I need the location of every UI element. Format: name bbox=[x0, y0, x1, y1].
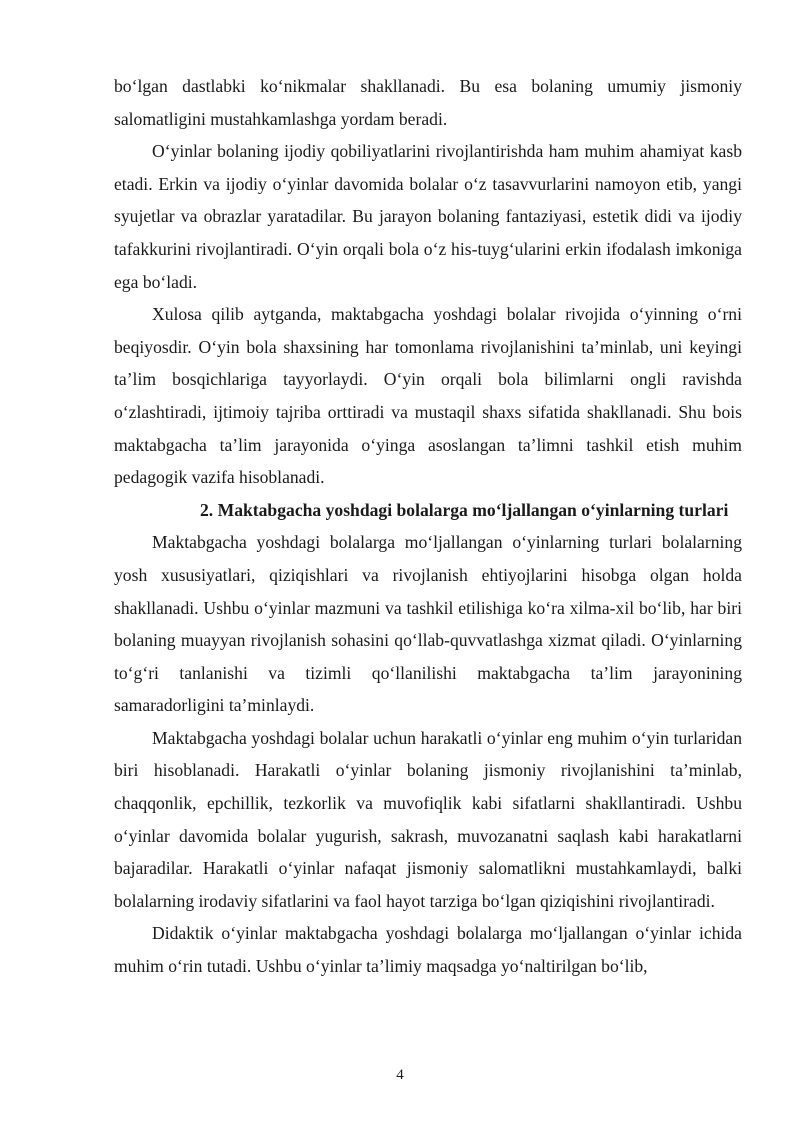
paragraph-conclusion: Xulosa qilib aytganda, maktabgacha yoshdagi bolalar rivojida o‘yinning o‘rni beqiyosdir. O‘yin bola shaxsining har tomonlama rivojlanishini ta’minlab, uni keyingi ta’lim bosqichlariga tayyorlaydi. O‘yin orqali bola bilimlarni ongli ravishda o‘zlashtiradi, ijtimoiy tajriba orttiradi va mustaqil shaxs sifatida shakllanadi. Shu bois maktabgacha ta’lim jarayonida o‘yinga asoslangan ta’limni tashkil etish muhim pedagogik vazifa hisoblanadi. bbox=[114, 304, 742, 488]
paragraph-continuation: bo‘lgan dastlabki ko‘nikmalar shakllanadi. Bu esa bolaning umumiy jismoniy salomatligini mustahkamlashga yordam beradi. bbox=[114, 76, 742, 129]
section-heading: 2. Maktabgacha yoshdagi bolalarga mo‘ljallangan o‘yinlarning turlari bbox=[200, 499, 729, 520]
paragraph-didactic-games: Didaktik o‘yinlar maktabgacha yoshdagi bolalarga mo‘ljallangan o‘yinlar ichida muhim o‘rin tutadi. Ushbu o‘yinlar ta’limiy maqsadga yo‘naltirilgan bo‘lib, bbox=[114, 923, 742, 977]
document-page bbox=[114, 70, 742, 983]
page-number: 4 bbox=[396, 1067, 404, 1083]
paragraph-creative-abilities: O‘yinlar bolaning ijodiy qobiliyatlarini rivojlantirishda ham muhim ahamiyat kasb etadi. Erkin va ijodiy o‘yinlar davomida bolalar o‘z tasavvurlarini namoyon etib, yangi syujetlar va obrazlar yaratadilar. Bu jarayon bolaning fantaziyasi, estetik didi va ijodiy tafakkurini rivojlantiradi. O‘yin orqali bola o‘z his-tuyg‘ularini erkin ifodalash imkoniga ega bo‘ladi. bbox=[114, 141, 742, 292]
paragraph-movement-games: Maktabgacha yoshdagi bolalar uchun harakatli o‘yinlar eng muhim o‘yin turlaridan biri hisoblanadi. Harakatli o‘yinlar bolaning jismoniy rivojlanishini ta’minlab, chaqqonlik, epchillik, tezkorlik va muvofiqlik kabi sifatlarni shakllantiradi. Ushbu o‘yinlar davomida bolalar yugurish, sakrash, muvozanatni saqlash kabi harakatlarni bajaradilar. Harakatli o‘yinlar nafaqat jismoniy salomatlikni mustahkamlaydi, balki bolalarning irodaviy sifatlarini va faol hayot tarziga bo‘lgan qiziqishini rivojlantiradi. bbox=[114, 727, 742, 911]
paragraph-game-types: Maktabgacha yoshdagi bolalarga mo‘ljallangan o‘yinlarning turlari bolalarning yosh xususiyatlari, qiziqishlari va rivojlanish ehtiyojlarini hisobga olgan holda shakllanadi. Ushbu o‘yinlar mazmuni va tashkil etilishiga ko‘ra xilma-xil bo‘lib, har biri bolaning muayyan rivojlanish sohasini qo‘llab-quvvatlashga xizmat qiladi. O‘yinlarning to‘g‘ri tanlanishi va tizimli qo‘llanilishi maktabgacha ta’lim jarayonining samaradorligini ta’minlaydi. bbox=[114, 532, 742, 716]
